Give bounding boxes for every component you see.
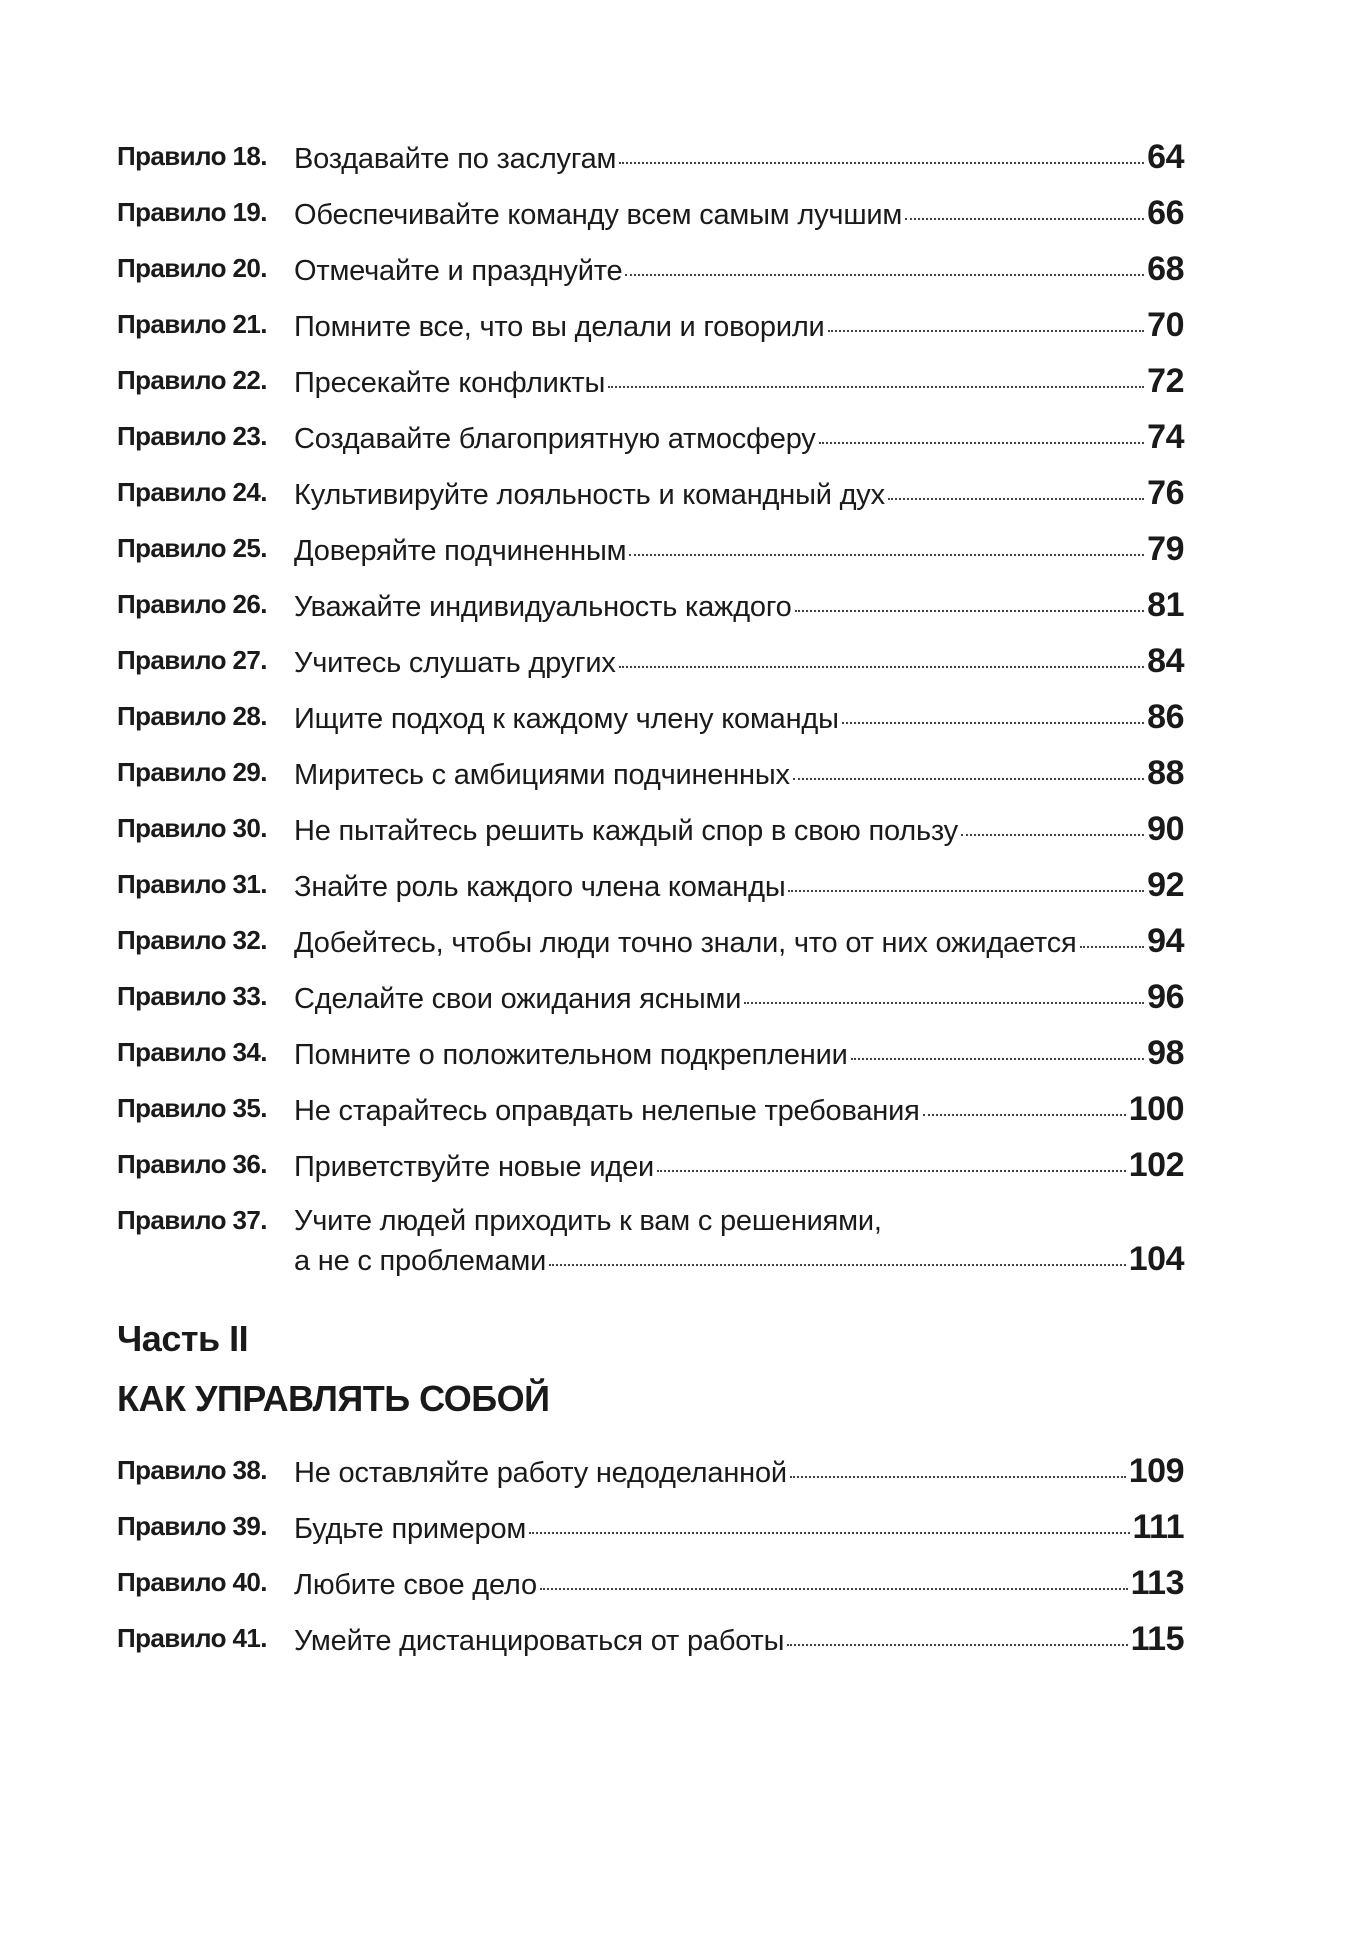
toc-entry[interactable] (117, 1090, 1184, 1146)
page-number: 70 (1147, 306, 1184, 344)
toc-entry[interactable] (117, 1452, 1184, 1508)
toc-entry[interactable] (117, 306, 1184, 362)
entry-title: Доверяйте подчиненным (294, 535, 627, 567)
page-number: 74 (1147, 418, 1184, 456)
entry-line (294, 1564, 1184, 1604)
entry-title-block (294, 1202, 1184, 1280)
toc-entry[interactable] (117, 866, 1184, 922)
dot-leader (842, 722, 1144, 724)
entry-line (294, 362, 1184, 402)
rule-label: Правило 36. (117, 1149, 267, 1179)
section-heading: КАК УПРАВЛЯТЬ СОБОЙ (117, 1378, 550, 1419)
page-number: 86 (1147, 698, 1184, 736)
rule-label: Правило 38. (117, 1455, 267, 1485)
entry-line (294, 586, 1184, 626)
toc-entry[interactable] (117, 1034, 1184, 1090)
dot-leader (793, 778, 1144, 780)
entry-title: Помните о положительном подкреплении (294, 1039, 848, 1071)
rule-label: Правило 21. (117, 309, 267, 339)
page-number: 66 (1147, 194, 1184, 232)
rule-label: Правило 25. (117, 533, 267, 563)
page-number: 109 (1128, 1452, 1184, 1490)
entry-title: Добейтесь, чтобы люди точно знали, что от них ожидается (294, 927, 1077, 959)
entry-title: Отмечайте и празднуйте (294, 255, 623, 287)
entry-line (294, 698, 1184, 738)
dot-leader (905, 218, 1144, 220)
toc-entry[interactable] (117, 194, 1184, 250)
page-number: 104 (1128, 1240, 1184, 1278)
toc-entry[interactable] (117, 978, 1184, 1034)
rule-label: Правило 33. (117, 981, 267, 1011)
dot-leader (625, 274, 1144, 276)
rule-label: Правило 23. (117, 421, 267, 451)
dot-leader (629, 554, 1144, 556)
entry-title: Не оставляйте работу недоделанной (294, 1457, 787, 1489)
entry-line (294, 138, 1184, 178)
dot-leader (787, 1644, 1127, 1646)
dot-leader (529, 1532, 1129, 1534)
toc-entry[interactable] (117, 922, 1184, 978)
dot-leader (828, 330, 1145, 332)
page-number: 94 (1147, 922, 1184, 960)
entry-line (294, 530, 1184, 570)
rule-label: Правило 18. (117, 141, 267, 171)
dot-leader (790, 1476, 1126, 1478)
rule-label: Правило 19. (117, 197, 267, 227)
rule-label: Правило 27. (117, 645, 267, 675)
toc-entry[interactable] (117, 250, 1184, 306)
dot-leader (961, 834, 1144, 836)
toc-entry[interactable] (117, 698, 1184, 754)
entry-line (294, 1508, 1184, 1548)
entry-title-line-2-row (294, 1240, 1184, 1280)
entry-title: Не пытайтесь решить каждый спор в свою пользу (294, 815, 958, 847)
entry-line (294, 1146, 1184, 1186)
toc-entry[interactable] (117, 530, 1184, 586)
rule-label: Правило 39. (117, 1511, 267, 1541)
page-number: 84 (1147, 642, 1184, 680)
page-number: 92 (1147, 866, 1184, 904)
part-label: Часть II (117, 1318, 249, 1359)
entry-line (294, 922, 1184, 962)
toc-entry[interactable] (117, 362, 1184, 418)
dot-leader (851, 1058, 1145, 1060)
page-number: 111 (1132, 1508, 1184, 1546)
entry-title: Культивируйте лояльность и командный дух (294, 479, 885, 511)
dot-leader (540, 1588, 1128, 1590)
entry-line (294, 474, 1184, 514)
entry-line (294, 250, 1184, 290)
toc-entry[interactable] (117, 642, 1184, 698)
entry-line (294, 1452, 1184, 1492)
page-number: 88 (1147, 754, 1184, 792)
toc-entry[interactable] (117, 1146, 1184, 1202)
rule-label: Правило 28. (117, 701, 267, 731)
entry-title-line-1: Учите людей приходить к вам с решениями, (294, 1205, 882, 1237)
dot-leader (923, 1114, 1126, 1116)
entry-title: Уважайте индивидуальность каждого (294, 591, 792, 623)
entry-title: Умейте дистанцироваться от работы (294, 1625, 785, 1657)
entry-title-line-2: а не с проблемами (294, 1245, 547, 1277)
dot-leader (795, 610, 1145, 612)
dot-leader (608, 386, 1144, 388)
entry-line (294, 978, 1184, 1018)
dot-leader (619, 162, 1144, 164)
entry-title: Пресекайте конфликты (294, 367, 606, 399)
page-number: 115 (1130, 1620, 1184, 1658)
dot-leader (1080, 946, 1145, 948)
table-of-contents (117, 138, 1184, 1676)
entry-title: Приветствуйте новые идеи (294, 1151, 654, 1183)
dot-leader (549, 1264, 1126, 1266)
entry-title: Будьте примером (294, 1513, 527, 1545)
toc-entry[interactable] (117, 586, 1184, 642)
toc-entry[interactable] (117, 138, 1184, 194)
dot-leader (888, 498, 1144, 500)
dot-leader (788, 890, 1144, 892)
toc-list-part-two (117, 1452, 1184, 1676)
dot-leader (657, 1170, 1126, 1172)
page-number: 96 (1147, 978, 1184, 1016)
dot-leader (619, 666, 1144, 668)
entry-title: Знайте роль каждого члена команды (294, 871, 786, 903)
entry-title: Учитесь слушать других (294, 647, 616, 679)
entry-line (294, 866, 1184, 906)
entry-line (294, 306, 1184, 346)
page-number: 102 (1128, 1146, 1184, 1184)
page-number: 113 (1130, 1564, 1184, 1602)
entry-title: Создавайте благоприятную атмосферу (294, 423, 816, 455)
dot-leader (744, 1002, 1144, 1004)
rule-label: Правило 37. (117, 1205, 267, 1235)
page-number: 76 (1147, 474, 1184, 512)
page-number: 90 (1147, 810, 1184, 848)
rule-label: Правило 41. (117, 1623, 267, 1653)
page-number: 64 (1147, 138, 1184, 176)
rule-label: Правило 31. (117, 869, 267, 899)
rule-label: Правило 20. (117, 253, 267, 283)
rule-label: Правило 32. (117, 925, 267, 955)
entry-line (294, 642, 1184, 682)
entry-title: Сделайте свои ожидания ясными (294, 983, 742, 1015)
entry-line (294, 810, 1184, 850)
entry-line (294, 1034, 1184, 1074)
entry-title: Ищите подход к каждому члену команды (294, 703, 839, 735)
entry-title: Любите свое дело (294, 1569, 537, 1601)
toc-entry[interactable] (117, 1508, 1184, 1564)
entry-line (294, 1620, 1184, 1660)
rule-label: Правило 29. (117, 757, 267, 787)
page-number: 79 (1147, 530, 1184, 568)
entry-title: Не старайтесь оправдать нелепые требования (294, 1095, 920, 1127)
entry-title: Миритесь с амбициями подчиненных (294, 759, 790, 791)
rule-label: Правило 40. (117, 1567, 267, 1597)
rule-label: Правило 26. (117, 589, 267, 619)
entry-line (294, 1090, 1184, 1130)
page-number: 72 (1147, 362, 1184, 400)
page-number: 68 (1147, 250, 1184, 288)
toc-entry[interactable] (117, 754, 1184, 810)
entry-title: Обеспечивайте команду всем самым лучшим (294, 199, 903, 231)
toc-entry[interactable] (117, 418, 1184, 474)
rule-label: Правило 30. (117, 813, 267, 843)
page-number: 98 (1147, 1034, 1184, 1072)
toc-entry[interactable] (117, 474, 1184, 530)
entry-title: Воздавайте по заслугам (294, 143, 617, 175)
entry-line (294, 194, 1184, 234)
entry-line (294, 754, 1184, 794)
toc-entry[interactable] (117, 1620, 1184, 1676)
rule-label: Правило 35. (117, 1093, 267, 1123)
entry-title: Помните все, что вы делали и говорили (294, 311, 825, 343)
rule-label: Правило 34. (117, 1037, 267, 1067)
page-number: 100 (1128, 1090, 1184, 1128)
toc-entry[interactable] (117, 1564, 1184, 1620)
rule-label: Правило 24. (117, 477, 267, 507)
entry-line (294, 418, 1184, 458)
dot-leader (819, 442, 1145, 444)
toc-entry-rule-37[interactable] (117, 1202, 1184, 1298)
toc-entry[interactable] (117, 810, 1184, 866)
page-number: 81 (1147, 586, 1184, 624)
toc-list-part-one (117, 138, 1184, 1202)
rule-label: Правило 22. (117, 365, 267, 395)
